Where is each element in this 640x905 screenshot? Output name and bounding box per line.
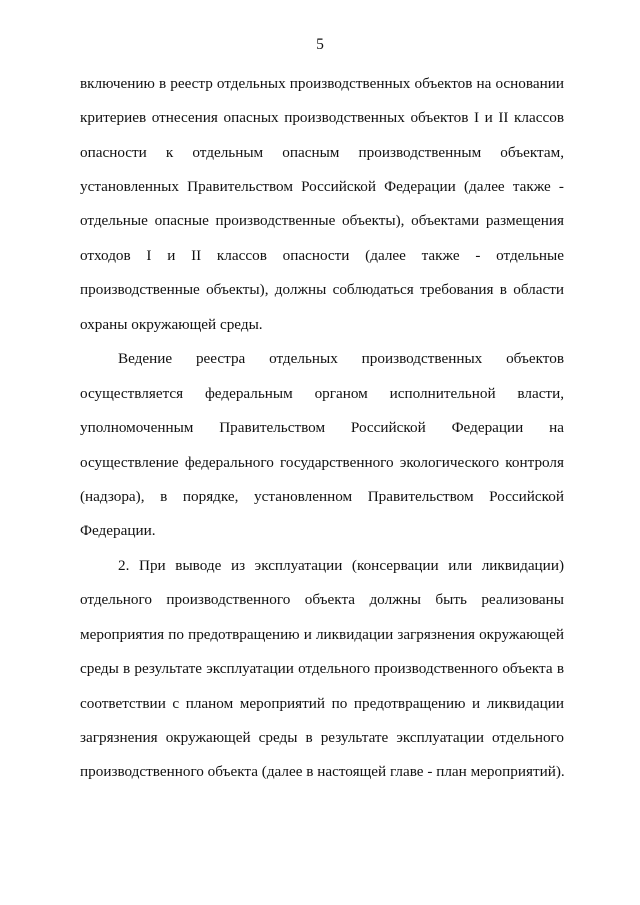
paragraph-1-line-5: отдельные опасные производственные объекты), объектами размещения [80,212,564,229]
paragraph-3-line-7: производственного объекта (далее в настоящей главе - план мероприятий). [80,763,565,780]
paragraph-2-line-2: осуществляется федеральным органом исполнительной власти, [80,385,564,402]
paragraph-1-line-6: отходов I и II классов опасности (далее также - отдельные [80,247,564,264]
paragraph-3-line-4: среды в результате эксплуатации отдельного производственного объекта в [80,660,564,677]
paragraph-3-line-1: 2. При выводе из эксплуатации (консервации или ликвидации) [118,557,564,574]
paragraph-1-line-1: включению в реестр отдельных производственных объектов на основании [80,75,564,92]
page-number: 5 [316,36,324,53]
paragraph-3-line-5: соответствии с планом мероприятий по предотвращению и ликвидации [80,695,564,712]
paragraph-3-line-2: отдельного производственного объекта должны быть реализованы [80,591,564,608]
paragraph-2-line-5: (надзора), в порядке, установленном Правительством Российской [80,488,564,505]
paragraph-2-line-3: уполномоченным Правительством Российской Федерации на [80,419,564,436]
paragraph-2-line-6: Федерации. [80,522,156,539]
paragraph-2-line-1: Ведение реестра отдельных производственных объектов [118,350,564,367]
paragraph-2-line-4: осуществление федерального государственного экологического контроля [80,454,564,471]
paragraph-3-line-6: загрязнения окружающей среды в результате эксплуатации отдельного [80,729,564,746]
paragraph-1-line-3: опасности к отдельным опасным производственным объектам, [80,144,564,161]
paragraph-1-line-2: критериев отнесения опасных производственных объектов I и II классов [80,109,564,126]
paragraph-1-line-7: производственные объекты), должны соблюдаться требования в области [80,281,564,298]
paragraph-1-line-8: охраны окружающей среды. [80,316,263,333]
paragraph-3-line-3: мероприятия по предотвращению и ликвидации загрязнения окружающей [80,626,564,643]
paragraph-1-line-4: установленных Правительством Российской Федерации (далее также - [80,178,564,195]
